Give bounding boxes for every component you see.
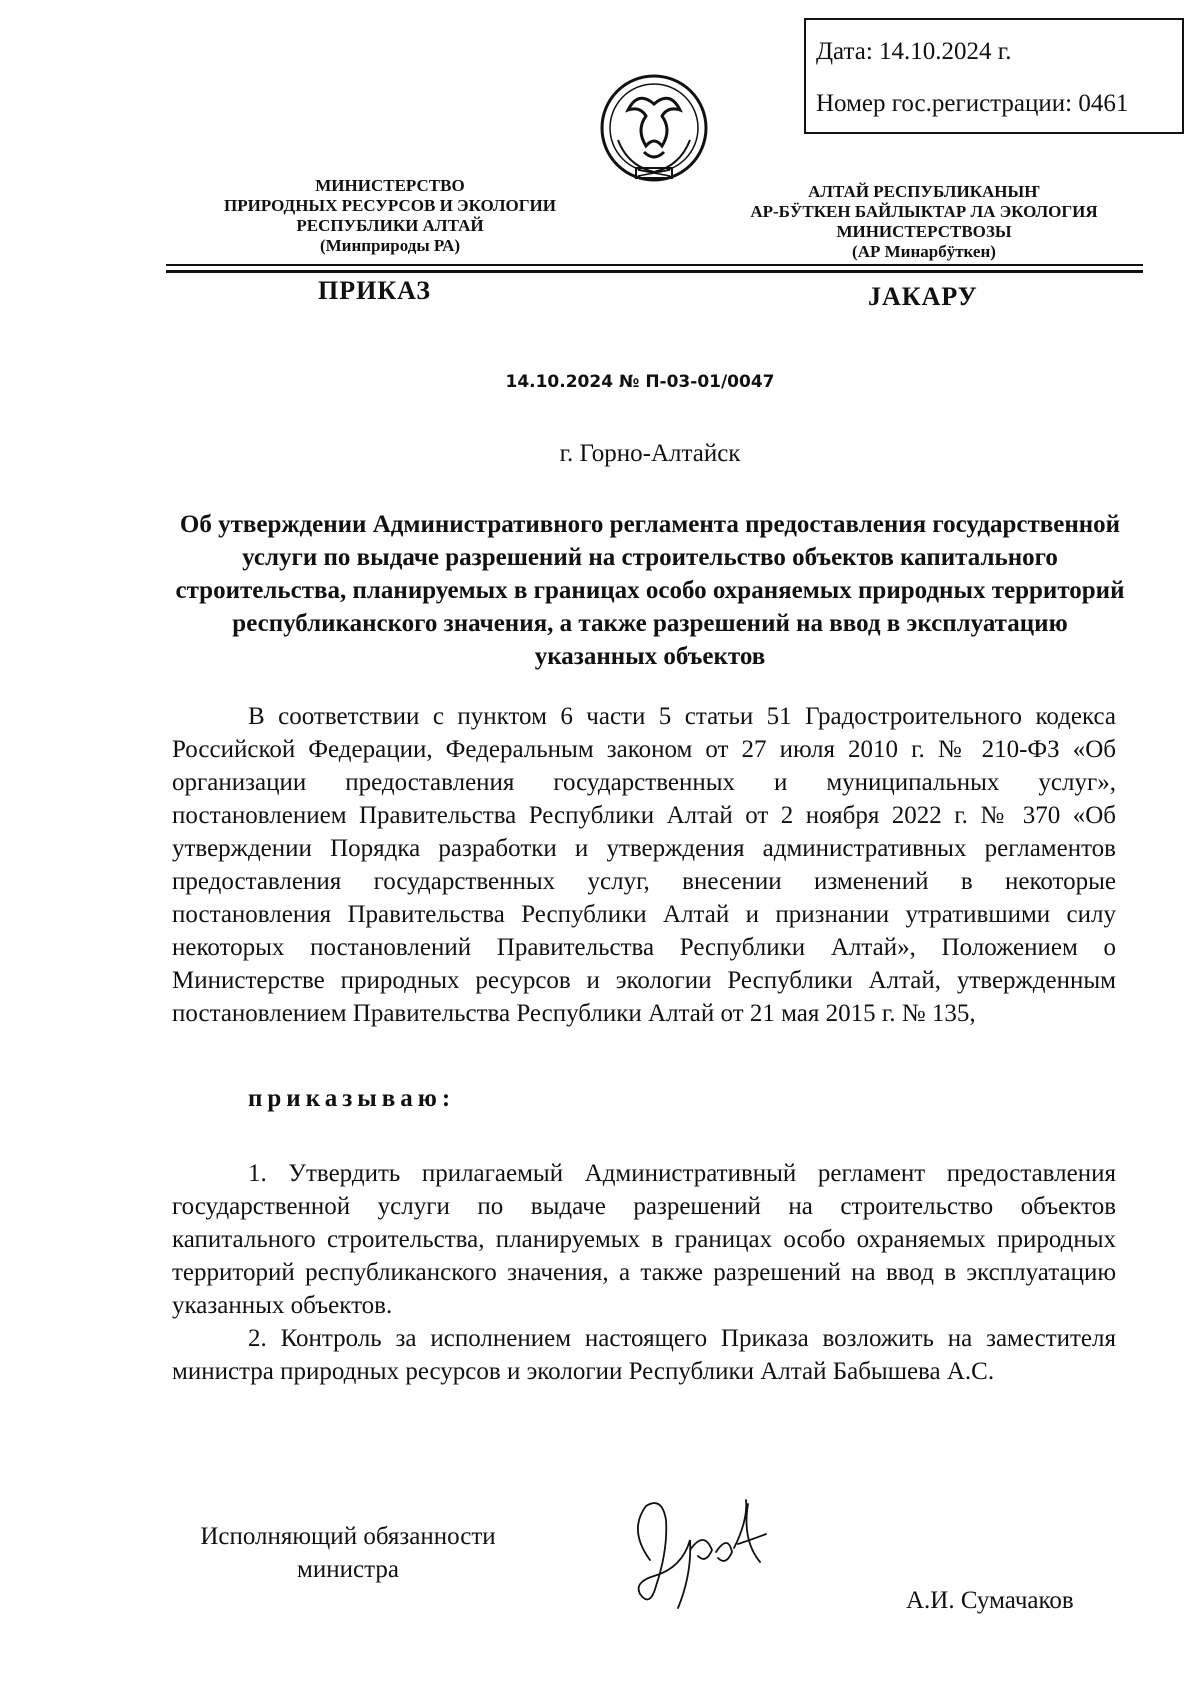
signatory-role-line1: Исполняющий обязанности bbox=[200, 1523, 496, 1550]
stamp-date-row bbox=[816, 38, 1172, 90]
ordering-word: приказываю: bbox=[248, 1085, 456, 1112]
header-right-line2: АР-БӰТКЕН БАЙЛЫКТАР ЛА ЭКОЛОГИЯ bbox=[750, 202, 1098, 221]
header-divider-thick bbox=[166, 270, 1143, 273]
order-item-2: 2. Контроль за исполнением настоящего Приказа возложить на заместителя министра природных ресурсов и экологии Республики Алтай Бабышева А.С. bbox=[172, 1325, 1116, 1385]
order-title-altai: ЈАКАРУ bbox=[868, 282, 978, 311]
stamp-date-value: 14.10.2024 г. bbox=[879, 38, 1012, 65]
order-item-1: 1. Утвердить прилагаемый Административный регламент предоставления государственной услуги по выдаче разрешений на строительство объектов капитального строительства, планируемых в границах особо охраняемых природных территорий республиканского значения, а также разрешений на ввод в эксплуатацию указанных объектов. bbox=[172, 1160, 1116, 1319]
header-divider-thin bbox=[166, 264, 1143, 266]
ministry-header-russian bbox=[190, 176, 590, 256]
header-left-line2: ПРИРОДНЫХ РЕСУРСОВ И ЭКОЛОГИИ bbox=[224, 196, 556, 215]
order-number: 14.10.2024 № П-03-01/0047 bbox=[505, 372, 775, 392]
signatory-role-line2: министра bbox=[297, 1556, 399, 1583]
stamp-reg-label: Номер гос.регистрации: bbox=[816, 90, 1073, 117]
stamp-reg-row bbox=[816, 90, 1172, 142]
header-left-line1: МИНИСТЕРСТВО bbox=[315, 176, 465, 195]
preamble-paragraph: В соответствии с пунктом 6 части 5 статьи 51 Градостроительного кодекса Российской Федерации, Федеральным законом от 27 июля 2010 г. № 210-ФЗ «Об организации предоставления государственных и муниципальных услуг», постановлением Правительства Республики Алтай от 2 ноября 2022 г. № 370 «Об утверждении Порядка разработки и утверждения административных регламентов предоставления государственных услуг, внесении изменений в некоторые постановления Правительства Республики Алтай и признании утратившими силу некоторых постановлений Правительства Республики Алтай», Положением о Министерстве природных ресурсов и экологии Республики Алтай, утвержденным постановлением Правительства Республики Алтай от 21 мая 2015 г. № 135, bbox=[172, 703, 1116, 1027]
handwritten-signature-icon bbox=[620, 1490, 780, 1620]
ministry-header-altai bbox=[724, 182, 1124, 262]
stamp-date-label: Дата: bbox=[816, 38, 873, 65]
order-title-russian: ПРИКАЗ bbox=[318, 276, 432, 305]
registration-stamp bbox=[804, 18, 1184, 134]
signatory-name: А.И. Сумачаков bbox=[906, 1587, 1074, 1614]
header-left-line3: РЕСПУБЛИКИ АЛТАЙ bbox=[296, 216, 484, 235]
header-left-line4: (Минприроды РА) bbox=[319, 236, 461, 255]
stamp-reg-value: 0461 bbox=[1078, 90, 1129, 117]
signatory-role bbox=[168, 1520, 528, 1586]
header-right-line3: МИНИСТЕРСТВОЗЫ bbox=[836, 222, 1012, 241]
header-right-line4: (АР Минарбӱткен) bbox=[852, 242, 996, 261]
altai-republic-emblem-icon bbox=[598, 70, 710, 192]
order-subject: Об утверждении Административного регламента предоставления государственной услуги по выдаче разрешений на строительство объектов капитального строительства, планируемых в границах особо охраняемых природных территорий республиканского значения, а также разрешений на ввод в эксплуатацию указанных объектов bbox=[175, 511, 1125, 670]
header-right-line1: АЛТАЙ РЕСПУБЛИКАНЫҤ bbox=[808, 182, 1040, 201]
order-city: г. Горно-Алтайск bbox=[559, 440, 741, 467]
